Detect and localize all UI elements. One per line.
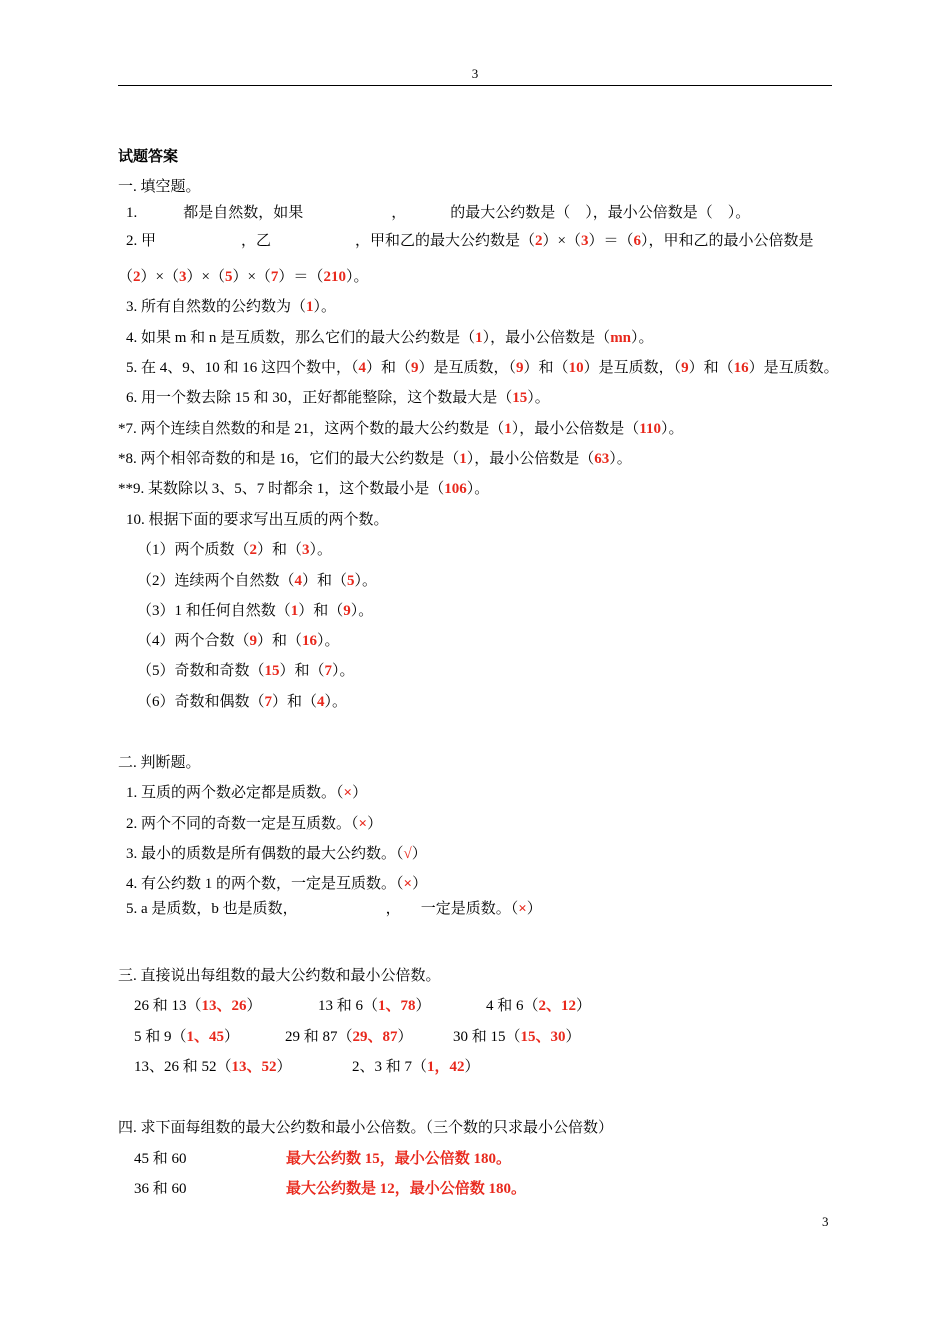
s3-item	[318, 996, 431, 1016]
answer: 15、30	[520, 1029, 566, 1045]
answer: 1	[306, 299, 314, 315]
text: ）和（	[279, 663, 325, 679]
answer: 63	[594, 451, 610, 467]
answer: 13、52	[231, 1059, 277, 1075]
answer: 16	[733, 360, 749, 376]
s2-q4	[126, 874, 427, 894]
text: 30 和 15（	[453, 1029, 521, 1045]
text: 3. 所有自然数的公约数为（	[126, 299, 307, 315]
text: ）。	[660, 421, 684, 437]
answer: ×	[358, 816, 368, 832]
text: 1.	[126, 205, 138, 221]
text: 2、3 和 7（	[352, 1059, 428, 1075]
text: 4. 如果 m 和 n 是互质数，那么它们的最大公约数是（	[126, 330, 476, 346]
text: ）和（	[302, 573, 348, 589]
answer: 2	[249, 542, 258, 558]
s2-q5	[126, 899, 542, 919]
s3-item	[134, 1027, 239, 1047]
text: 13、26 和 52（	[134, 1059, 232, 1075]
text: ）	[526, 901, 542, 917]
answer: 4	[294, 573, 303, 589]
text: （4）两个合数（	[137, 633, 250, 649]
text: ）是互质数，（	[418, 360, 517, 376]
text: ，	[385, 901, 401, 917]
s2-q3	[126, 844, 427, 864]
answer: 1	[504, 421, 512, 437]
answer: ×	[403, 876, 413, 892]
text: ）	[464, 1059, 480, 1075]
section4-heading: 四. 求下面每组数的最大公约数和最小公倍数。（三个数的只求最小公倍数）	[118, 1120, 614, 1136]
s4-a1: 最大公约数 15，最小公倍数 180。	[286, 1151, 512, 1167]
text: ）。	[350, 603, 374, 619]
answer: 210	[323, 269, 346, 285]
s1-q10-sub2	[137, 571, 377, 591]
s4-a2: 最大公约数是 12，最小公倍数 180。	[286, 1181, 527, 1197]
answer: 1	[459, 451, 467, 467]
answer: 5	[347, 573, 355, 589]
s1-q10-sub6	[137, 692, 347, 712]
s2-q2	[126, 814, 382, 834]
text: ），最小公倍数是（	[511, 421, 640, 437]
s4-q2: 36 和 60	[134, 1181, 187, 1197]
text: ）。	[345, 269, 369, 285]
text: （5）奇数和奇数（	[137, 663, 265, 679]
answer: 29、87	[352, 1029, 398, 1045]
answer: 3	[581, 233, 589, 249]
answer: ×	[518, 901, 527, 917]
text: ）和（	[688, 360, 734, 376]
text: （6）奇数和偶数（	[137, 694, 265, 710]
text: ）。	[527, 390, 550, 406]
answer: 13、26	[201, 998, 247, 1014]
answer: 3	[302, 542, 310, 558]
text: ，甲和乙的最大公约数是（	[355, 233, 536, 249]
doc-title: 试题答案	[118, 149, 179, 165]
section2-heading: 二. 判断题。	[118, 755, 201, 771]
s1-q2-cont	[118, 267, 368, 287]
text: 都是自然数，如果	[183, 205, 304, 221]
answer: 5	[224, 269, 233, 285]
text: ）。	[309, 542, 333, 558]
s1-q8	[118, 449, 632, 469]
text: ）。	[466, 481, 490, 497]
text: ）	[415, 998, 431, 1014]
text: ）和（	[523, 360, 569, 376]
s3-item	[134, 996, 262, 1016]
text: *8. 两个相邻奇数的和是 16，它们的最大公约数是（	[118, 451, 460, 467]
text: 13 和 6（	[318, 998, 379, 1014]
s3-item	[134, 1057, 292, 1077]
s1-q1	[126, 203, 750, 223]
text: 2. 两个不同的奇数一定是互质数。（	[126, 816, 359, 832]
text: ）	[246, 998, 262, 1014]
s3-item	[352, 1057, 480, 1077]
text: （	[118, 269, 134, 285]
text: ）	[352, 785, 368, 801]
s1-q10-sub4	[137, 631, 340, 651]
text: ）	[276, 1059, 292, 1075]
s3-item	[285, 1027, 413, 1047]
text: ）×（	[186, 269, 225, 285]
s2-q1	[126, 783, 367, 803]
s3-item	[453, 1027, 581, 1047]
text: ），最小公倍数是（	[466, 451, 595, 467]
answer: 4	[317, 694, 325, 710]
s1-q5	[126, 358, 839, 378]
answer: 10	[568, 360, 584, 376]
header-rule	[118, 85, 832, 86]
text: 5. a 是质数，b 也是质数，	[126, 901, 298, 917]
answer: 106	[444, 481, 467, 497]
answer: 110	[639, 421, 661, 437]
answer: 9	[249, 633, 258, 649]
text: ）。	[354, 573, 378, 589]
text: ）＝（	[588, 233, 634, 249]
answer: 1、78	[378, 998, 416, 1014]
answer: 2	[535, 233, 543, 249]
answer: 15	[512, 390, 528, 406]
answer: 6	[633, 233, 642, 249]
answer: 4	[358, 360, 367, 376]
s4-q1: 45 和 60	[134, 1151, 187, 1167]
text: 4 和 6（	[486, 998, 539, 1014]
text: ），甲和乙的最小公倍数是	[641, 233, 814, 249]
text: 4. 有公约数 1 的两个数，一定是互质数。（	[126, 876, 404, 892]
text: 5 和 9（	[134, 1029, 187, 1045]
text: 3. 最小的质数是所有偶数的最大公约数。（	[126, 846, 404, 862]
s1-q10-sub3	[137, 601, 373, 621]
answer: 7	[264, 694, 273, 710]
answer: 1，42	[427, 1059, 465, 1075]
text: ）和（	[257, 633, 303, 649]
text: （1）两个质数（	[137, 542, 250, 558]
text: （2）连续两个自然数（	[137, 573, 295, 589]
s1-q6	[126, 388, 550, 408]
footer-page-number: 3	[822, 1214, 829, 1229]
answer: ×	[343, 785, 353, 801]
answer: 9	[516, 360, 524, 376]
answer: 15	[264, 663, 280, 679]
text: 6. 用一个数去除 15 和 30，正好都能整除，这个数最大是（	[126, 390, 513, 406]
text: 2. 甲	[126, 233, 157, 249]
answer: 1、45	[186, 1029, 225, 1045]
section1-heading: 一. 填空题。	[118, 179, 201, 195]
answer: 7	[270, 269, 279, 285]
s1-q10: 10. 根据下面的要求写出互质的两个数。	[126, 512, 389, 528]
text: ）。	[332, 663, 355, 679]
text: ）和（	[366, 360, 412, 376]
answer: 2、12	[538, 998, 577, 1014]
answer: 7	[324, 663, 333, 679]
s1-q10-sub1	[137, 540, 332, 560]
answer: 9	[343, 603, 351, 619]
s1-q7	[118, 419, 683, 439]
text: *7. 两个连续自然数的和是 21，这两个数的最大公约数是（	[118, 421, 505, 437]
answer: √	[403, 846, 412, 862]
answer: 2	[133, 269, 141, 285]
text: ）	[412, 876, 428, 892]
text: 5. 在 4、9、10 和 16 这四个数中，（	[126, 360, 359, 376]
text: ）。	[631, 330, 654, 346]
text: 一定是质数。（	[420, 901, 519, 917]
text: ）	[367, 816, 383, 832]
text: ），最小公倍数是（	[482, 330, 611, 346]
text: ）和（	[272, 694, 318, 710]
text: ）。	[313, 299, 337, 315]
text: ）。	[317, 633, 340, 649]
text: ）	[224, 1029, 240, 1045]
header-page-number: 3	[471, 66, 479, 81]
s1-q10-sub5	[137, 661, 355, 681]
text: 26 和 13（	[134, 998, 202, 1014]
text: ）是互质数。	[748, 360, 839, 376]
s1-q4	[126, 328, 654, 348]
text: 的最大公约数是（ ），最小公倍数是（ ）。	[450, 205, 751, 221]
text: ）	[411, 846, 427, 862]
text: ，乙	[241, 233, 272, 249]
text: ，	[391, 205, 407, 221]
text: 1. 互质的两个数必定都是质数。（	[126, 785, 344, 801]
text: **9. 某数除以 3、5、7 时都余 1，这个数最小是（	[118, 481, 445, 497]
section3-heading: 三. 直接说出每组数的最大公约数和最小公倍数。	[118, 968, 441, 984]
text: ）×（	[542, 233, 582, 249]
answer: 3	[178, 269, 187, 285]
text: ）	[576, 998, 592, 1014]
answer: 1	[475, 330, 483, 346]
text: ）。	[324, 694, 348, 710]
answer: 1	[290, 603, 299, 619]
text: ）＝（	[278, 269, 324, 285]
text: ）和（	[257, 542, 303, 558]
answer: 9	[411, 360, 419, 376]
answer: 16	[302, 633, 318, 649]
text: 29 和 87（	[285, 1029, 353, 1045]
answer: 9	[681, 360, 689, 376]
text: ）。	[609, 451, 632, 467]
s1-q2	[126, 231, 814, 251]
s3-item	[486, 996, 591, 1016]
answer: mn	[610, 330, 632, 346]
s1-q3	[126, 297, 336, 317]
text: ）×（	[232, 269, 271, 285]
text: ）	[397, 1029, 413, 1045]
text: ）是互质数，（	[583, 360, 682, 376]
text: （3）1 和任何自然数（	[137, 603, 291, 619]
s1-q9	[118, 479, 489, 499]
text: ）×（	[140, 269, 179, 285]
text: ）	[565, 1029, 581, 1045]
text: ）和（	[298, 603, 344, 619]
